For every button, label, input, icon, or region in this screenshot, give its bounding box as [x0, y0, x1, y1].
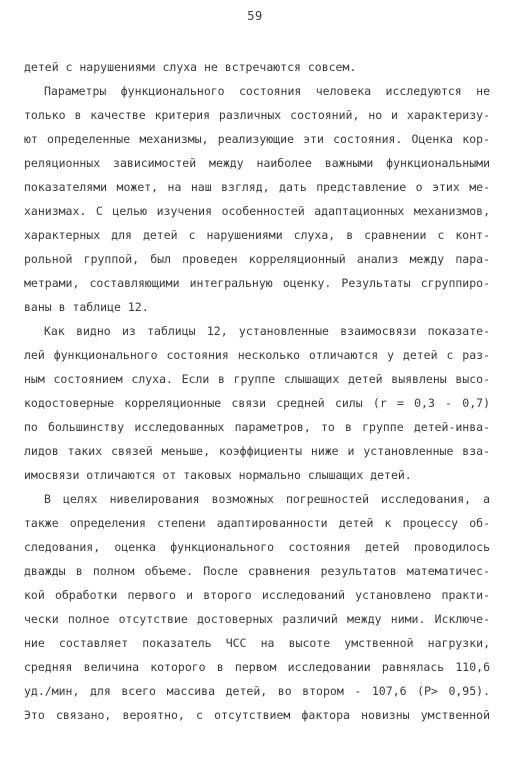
text-line: показателями может, на наш взгляд, дать представление о этих ме- [24, 180, 490, 194]
text-line: ние составляет показатель ЧСС на высоте умственной нагрузки, [24, 636, 490, 650]
text-line: уд./мин, для всего массива детей, во втором - 107,6 (P> 0,95). [24, 684, 490, 698]
text-line: лей функционального состояния несколько отличаются у детей с раз- [24, 348, 490, 362]
text-line: только в качестве критерия различных состояний, но и характеризу- [24, 108, 490, 122]
text-line: кой обработки первого и второго исследований установлено практи- [24, 588, 490, 602]
text-line: дважды в полном объеме. После сравнения результатов математичес- [24, 564, 490, 578]
text-line: характерных для детей с нарушениями слуха, в сравнении с конт- [24, 228, 490, 242]
text-line: ным состоянием слуха. Если в группе слышащих детей выявлены высо- [24, 372, 490, 386]
page-number: 59 [247, 9, 263, 23]
text-line: по большинству исследованных параметров, то в группе детей-инва- [24, 420, 490, 434]
text-line: лидов таких связей меньше, коэффициенты ниже и установленные вза- [24, 444, 490, 458]
text-line: следования, оценка функционального состояния детей проводилось [24, 540, 490, 554]
text-line: также определения степени адаптированности детей к процессу об- [24, 516, 490, 530]
text-line: кодостоверные корреляционные связи средней силы (r = 0,3 - 0,7) [24, 396, 490, 410]
text-line: Это связано, вероятно, с отсутствием фактора новизны умственной [24, 708, 490, 722]
text-line: Параметры функционального состояния человека исследуются не [44, 84, 490, 98]
text-line: детей с нарушениями слуха не встречаются совсем. [24, 60, 357, 74]
text-line: В целях нивелирования возможных погрешностей исследования, а [44, 492, 490, 506]
text-line: метрами, составляющими интегральную оценку. Результаты сгруппиро- [24, 276, 490, 290]
text-line: Как видно из таблицы 12, установленные взаимосвязи показате- [44, 324, 490, 338]
text-line: ют определенные механизмы, реализующие эти состояния. Оценка кор- [24, 132, 490, 146]
text-line: средняя величина которого в первом исследовании равнялась 110,6 [24, 660, 490, 674]
text-line: реляционных зависимостей между наиболее важными функциональными [24, 156, 490, 170]
text-line: ваны в таблице 12. [24, 300, 149, 314]
text-line: имосвязи отличаются от таковых нормально слышащих детей. [24, 468, 412, 482]
text-line: чески полное отсутствие достоверных различий между ними. Исключе- [24, 612, 490, 626]
text-line: рольной группой, был проведен корреляционный анализ между пара- [24, 252, 490, 266]
text-line: ханизмах. С целью изучения особенностей адаптационных механизмов, [24, 204, 490, 218]
